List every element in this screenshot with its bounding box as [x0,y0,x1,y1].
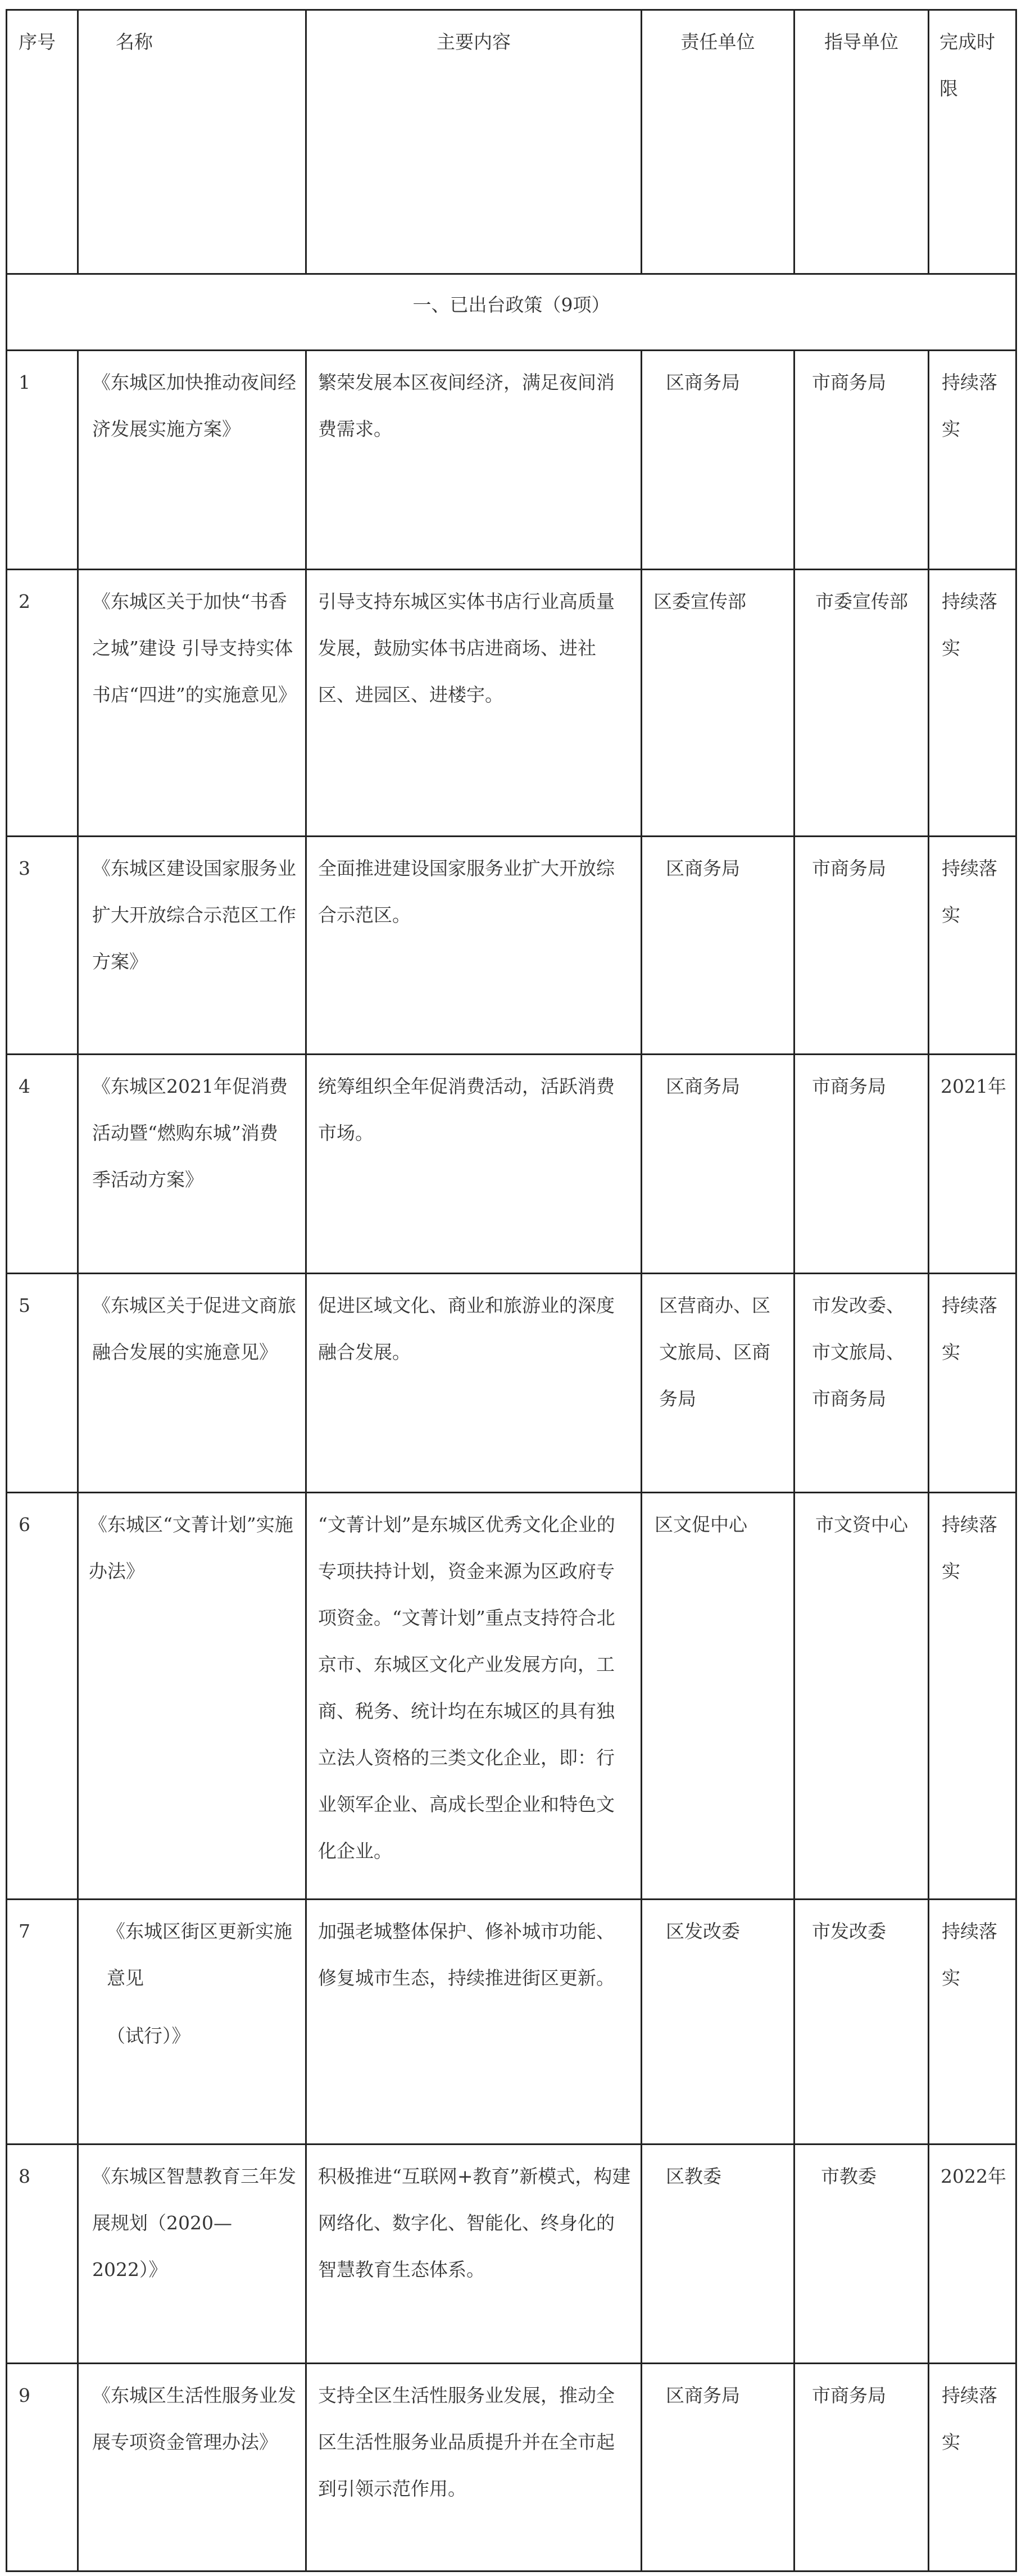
row-deadline: 持续落实 [929,1493,1016,1900]
row-name: 《东城区加快推动夜间经济发展实施方案》 [78,351,306,570]
row-name: 《东城区生活性服务业发展专项资金管理办法》 [78,2364,306,2572]
row-content: 促进区域文化、商业和旅游业的深度融合发展。 [306,1274,642,1493]
row-content: 统筹组织全年促消费活动，活跃消费市场。 [306,1055,642,1274]
row-index: 4 [7,1055,78,1274]
row-name: 《东城区“文菁计划”实施办法》 [78,1493,306,1900]
header-deadline: 完成时限 [929,10,1016,274]
row-deadline: 2022年 [929,2145,1016,2364]
table-row [7,351,1016,570]
header-responsible: 责任单位 [642,10,795,274]
row-responsible: 区教委 [642,2145,795,2364]
row-guidance: 市文资中心 [795,1493,929,1900]
row-name-line1: 《东城区街区更新实施意见 [107,1920,292,1989]
row-index: 5 [7,1274,78,1493]
row-content: 引导支持东城区实体书店行业高质量发展，鼓励实体书店进商场、进社区、进园区、进楼宇。 [306,570,642,837]
row-responsible: 区发改委 [642,1900,795,2145]
row-responsible: 区委宣传部 [642,570,795,837]
header-row [7,10,1016,274]
row-content: “文菁计划”是东城区优秀文化企业的专项扶持计划，资金来源为区政府专项资金。“文菁计划”重点支持符合北京市、东城区文化产业发展方向，工商、税务、统计均在东城区的具有独立法人资格的三类文化企业，即：行业领军企业、高成长型企业和特色文化企业。 [306,1493,642,1900]
row-guidance: 市商务局 [795,837,929,1055]
row-guidance: 市商务局 [795,351,929,570]
row-responsible: 区营商办、区文旅局、区商务局 [642,1274,795,1493]
row-content: 繁荣发展本区夜间经济，满足夜间消费需求。 [306,351,642,570]
row-name: 《东城区关于加快“书香之城”建设 引导支持实体书店“四进”的实施意见》 [78,570,306,837]
row-name: 《东城区2021年促消费活动暨“燃购东城”消费季活动方案》 [78,1055,306,1274]
row-guidance: 市发改委、市文旅局、市商务局 [795,1274,929,1493]
table-row [7,837,1016,1055]
row-responsible: 区文促中心 [642,1493,795,1900]
row-index: 8 [7,2145,78,2364]
row-name-line2: （试行）》 [107,2025,190,2047]
row-index: 3 [7,837,78,1055]
row-content: 全面推进建设国家服务业扩大开放综合示范区。 [306,837,642,1055]
row-deadline: 持续落实 [929,2364,1016,2572]
header-index: 序号 [7,10,78,274]
section-row [7,274,1016,351]
row-index: 6 [7,1493,78,1900]
row-deadline: 持续落实 [929,1274,1016,1493]
row-guidance: 市委宣传部 [795,570,929,837]
row-content: 支持全区生活性服务业发展，推动全区生活性服务业品质提升并在全市起到引领示范作用。 [306,2364,642,2572]
row-responsible: 区商务局 [642,2364,795,2572]
table-row [7,1055,1016,1274]
row-index: 1 [7,351,78,570]
row-guidance: 市发改委 [795,1900,929,2145]
table-row [7,2145,1016,2364]
row-responsible: 区商务局 [642,837,795,1055]
policy-table [6,9,1017,2572]
header-name: 名称 [78,10,306,274]
row-name: 《东城区关于促进文商旅融合发展的实施意见》 [78,1274,306,1493]
table-row [7,570,1016,837]
section-title: 一、已出台政策（9项） [7,274,1016,351]
row-index: 2 [7,570,78,837]
row-guidance: 市商务局 [795,1055,929,1274]
row-content: 加强老城整体保护、修补城市功能、修复城市生态，持续推进街区更新。 [306,1900,642,2145]
table-row [7,1900,1016,2145]
row-deadline: 持续落实 [929,351,1016,570]
row-guidance: 市教委 [795,2145,929,2364]
row-index: 9 [7,2364,78,2572]
table-row [7,1274,1016,1493]
table-row [7,1493,1016,1900]
header-content: 主要内容 [306,10,642,274]
row-deadline: 2021年 [929,1055,1016,1274]
row-responsible: 区商务局 [642,1055,795,1274]
row-responsible: 区商务局 [642,351,795,570]
row-content: 积极推进“互联网+教育”新模式，构建网络化、数字化、智能化、终身化的智慧教育生态体系。 [306,2145,642,2364]
table-row [7,2364,1016,2572]
row-deadline: 持续落实 [929,570,1016,837]
row-name: 《东城区智慧教育三年发展规划（2020—2022）》 [78,2145,306,2364]
row-index: 7 [7,1900,78,2145]
row-deadline: 持续落实 [929,1900,1016,2145]
header-guidance: 指导单位 [795,10,929,274]
row-name: 《东城区建设国家服务业扩大开放综合示范区工作方案》 [78,837,306,1055]
row-guidance: 市商务局 [795,2364,929,2572]
row-name [78,1900,306,2145]
row-deadline: 持续落实 [929,837,1016,1055]
